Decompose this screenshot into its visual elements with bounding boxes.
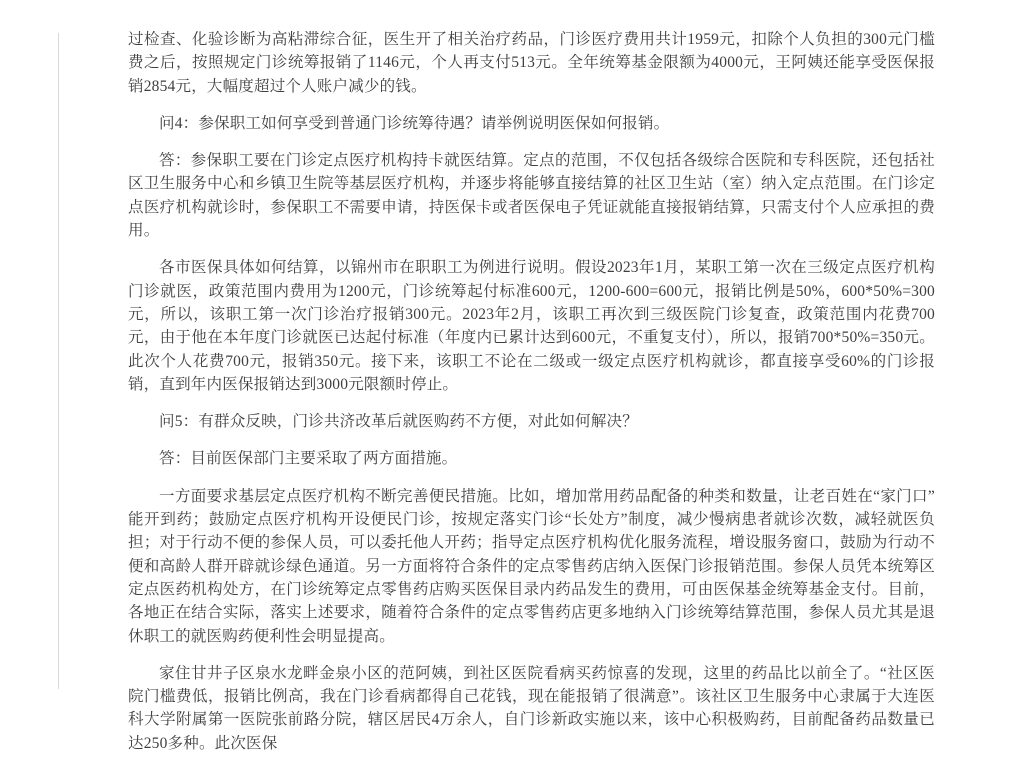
example-calculation-paragraph: 各市医保具体如何结算，以锦州市在职职工为例进行说明。假设2023年1月，某职工第一次在三级定点医疗机构门诊就医，政策范围内费用为1200元，门诊统筹起付标准600元，1200-600=600元，报销比例是50%，600*50%=300元，所以，该职工第一次门诊治疗报销300元。2023年2月，该职工再次到三级医院门诊复查，政策范围内花费700元，由于他在本年度门诊就医已达起付标准（年度内已累计达到600元，不重复支付），所以，报销700*50%=350元。此次个人花费700元，报销350元。接下来，该职工不论在二级或一级定点医疗机构就诊，都直接享受60%的门诊报销，直到年内医保报销达到3000元限额时停止。	[128, 259, 935, 393]
resident-story-paragraph: 家住甘井子区泉水龙畔金泉小区的范阿姨，到社区医院看病买药惊喜的发现，这里的药品比以前全了。“社区医院门槛费低，报销比例高，我在门诊看病都得自己花钱，现在能报销了很满意”。该社区卫生服务中心隶属于大连医科大学附属第一医院张前路分院，辖区居民4万余人，自门诊新政实施以来，该中心积极购药，目前配备药品数量已达250多种。此次医保	[128, 664, 935, 752]
paragraph-continuation: 过检查、化验诊断为高粘滞综合征，医生开了相关治疗药品，门诊医疗费用共计1959元，扣除个人负担的300元门槛费之后，按照规定门诊统筹报销了1146元，个人再支付513元。全年统筹基金限额为4000元，王阿姨还能享受医保报销2854元，大幅度超过个人账户减少的钱。	[128, 31, 935, 95]
answer-5-line: 答：目前医保部门主要采取了两方面措施。	[159, 450, 458, 468]
document-text-body	[128, 28, 935, 769]
question-5-line: 问5：有群众反映，门诊共济改革后就医购药不方便，对此如何解决？	[159, 413, 638, 431]
answer-4-paragraph: 答：参保职工要在门诊定点医疗机构持卡就医结算。定点的范围，不仅包括各级综合医院和专科医院，还包括社区卫生服务中心和乡镇卫生院等基层医疗机构，并逐步将能够直接结算的社区卫生站（室）纳入定点范围。在门诊定点医疗机构就诊时，参保职工不需要申请，持医保卡或者医保电子凭证就能直接报销结算，只需支付个人应承担的费用。	[128, 152, 935, 240]
page-left-edge-line	[58, 33, 59, 689]
question-4-line: 问4：参保职工如何享受到普通门诊统筹待遇？请举例说明医保如何报销。	[159, 114, 670, 132]
convenience-measures-paragraph: 一方面要求基层定点医疗机构不断完善便民措施。比如，增加常用药品配备的种类和数量，让老百姓在“家门口”能开到药；鼓励定点医疗机构开设便民门诊，按规定落实门诊“长处方”制度，减少慢病患者就诊次数，减轻就医负担；对于行动不便的参保人员，可以委托他人开药；指导定点医疗机构优化服务流程，增设服务窗口，鼓励为行动不便和高龄人群开辟就诊绿色通道。另一方面将符合条件的定点零售药店纳入医保门诊报销范围。参保人员凭本统筹区定点医药机构处方，在门诊统筹定点零售药店购买医保目录内药品发生的费用，可由医保基金统筹基金支付。目前，各地正在结合实际，落实上述要求，随着符合条件的定点零售药店更多地纳入门诊统筹结算范围，参保人员尤其是退休职工的就医购药便利性会明显提高。	[128, 487, 935, 645]
